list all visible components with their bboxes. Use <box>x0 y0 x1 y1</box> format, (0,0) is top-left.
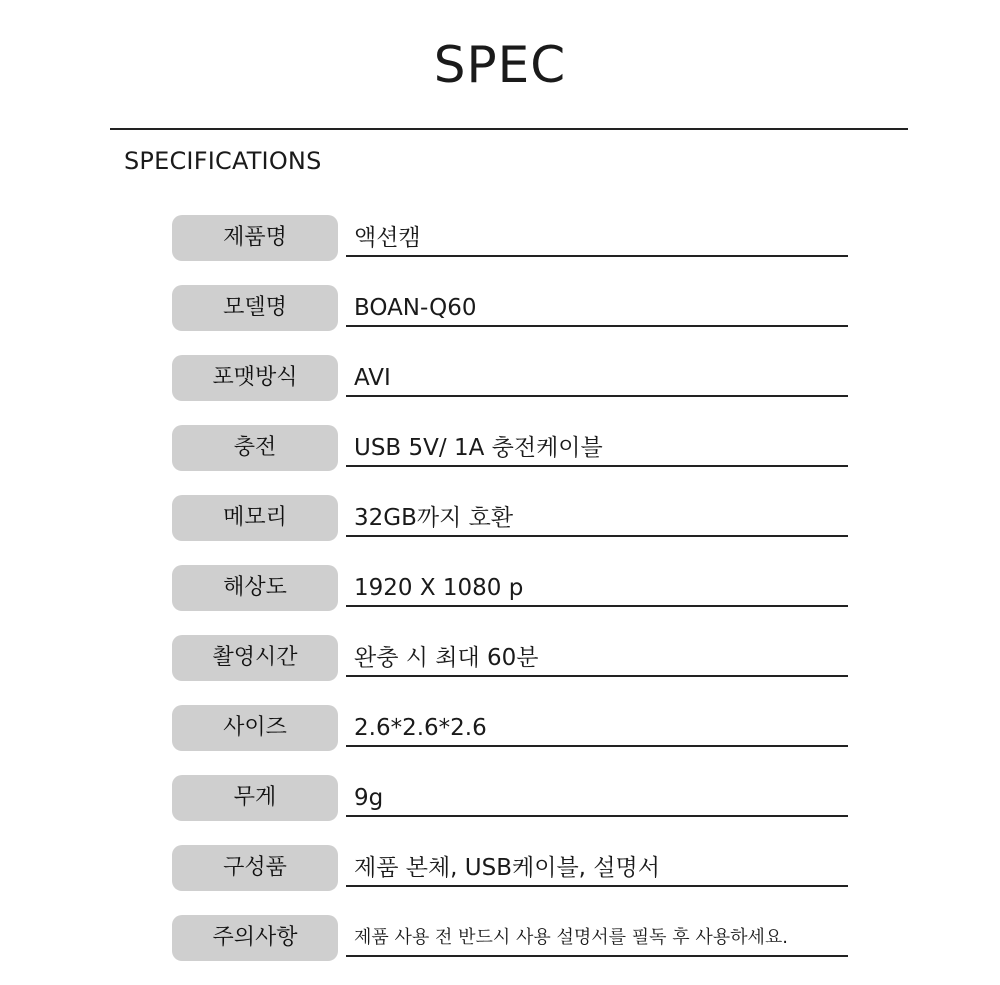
spec-row-memory <box>172 495 852 565</box>
spec-value: AVI <box>346 355 848 397</box>
spec-value: USB 5V/ 1A 충전케이블 <box>346 425 848 467</box>
page-title: SPEC <box>433 36 567 94</box>
spec-value: 제품 본체, USB케이블, 설명서 <box>346 845 848 887</box>
spec-row-recording-time <box>172 635 852 705</box>
spec-label: 메모리 <box>172 495 338 541</box>
spec-row-charging <box>172 425 852 495</box>
spec-label: 사이즈 <box>172 705 338 751</box>
section-subtitle: SPECIFICATIONS <box>124 147 322 175</box>
title-divider <box>110 128 908 130</box>
spec-value: 제품 사용 전 반드시 사용 설명서를 필독 후 사용하세요. <box>346 915 848 957</box>
spec-label: 주의사항 <box>172 915 338 961</box>
spec-label: 충전 <box>172 425 338 471</box>
spec-value: 액션캠 <box>346 215 848 257</box>
spec-value: 완충 시 최대 60분 <box>346 635 848 677</box>
spec-label: 촬영시간 <box>172 635 338 681</box>
spec-row-model-name <box>172 285 852 355</box>
spec-label: 모델명 <box>172 285 338 331</box>
spec-row-size <box>172 705 852 775</box>
spec-row-format <box>172 355 852 425</box>
spec-value: 32GB까지 호환 <box>346 495 848 537</box>
spec-value: BOAN-Q60 <box>346 285 848 327</box>
spec-value: 9g <box>346 775 848 817</box>
spec-label: 무게 <box>172 775 338 821</box>
spec-value: 2.6*2.6*2.6 <box>346 705 848 747</box>
spec-row-resolution <box>172 565 852 635</box>
spec-row-product-name <box>172 215 852 285</box>
spec-row-components <box>172 845 852 915</box>
spec-label: 해상도 <box>172 565 338 611</box>
spec-table <box>172 215 852 985</box>
spec-value: 1920 X 1080 p <box>346 565 848 607</box>
spec-label: 포맷방식 <box>172 355 338 401</box>
spec-row-weight <box>172 775 852 845</box>
spec-label: 구성품 <box>172 845 338 891</box>
spec-label: 제품명 <box>172 215 338 261</box>
